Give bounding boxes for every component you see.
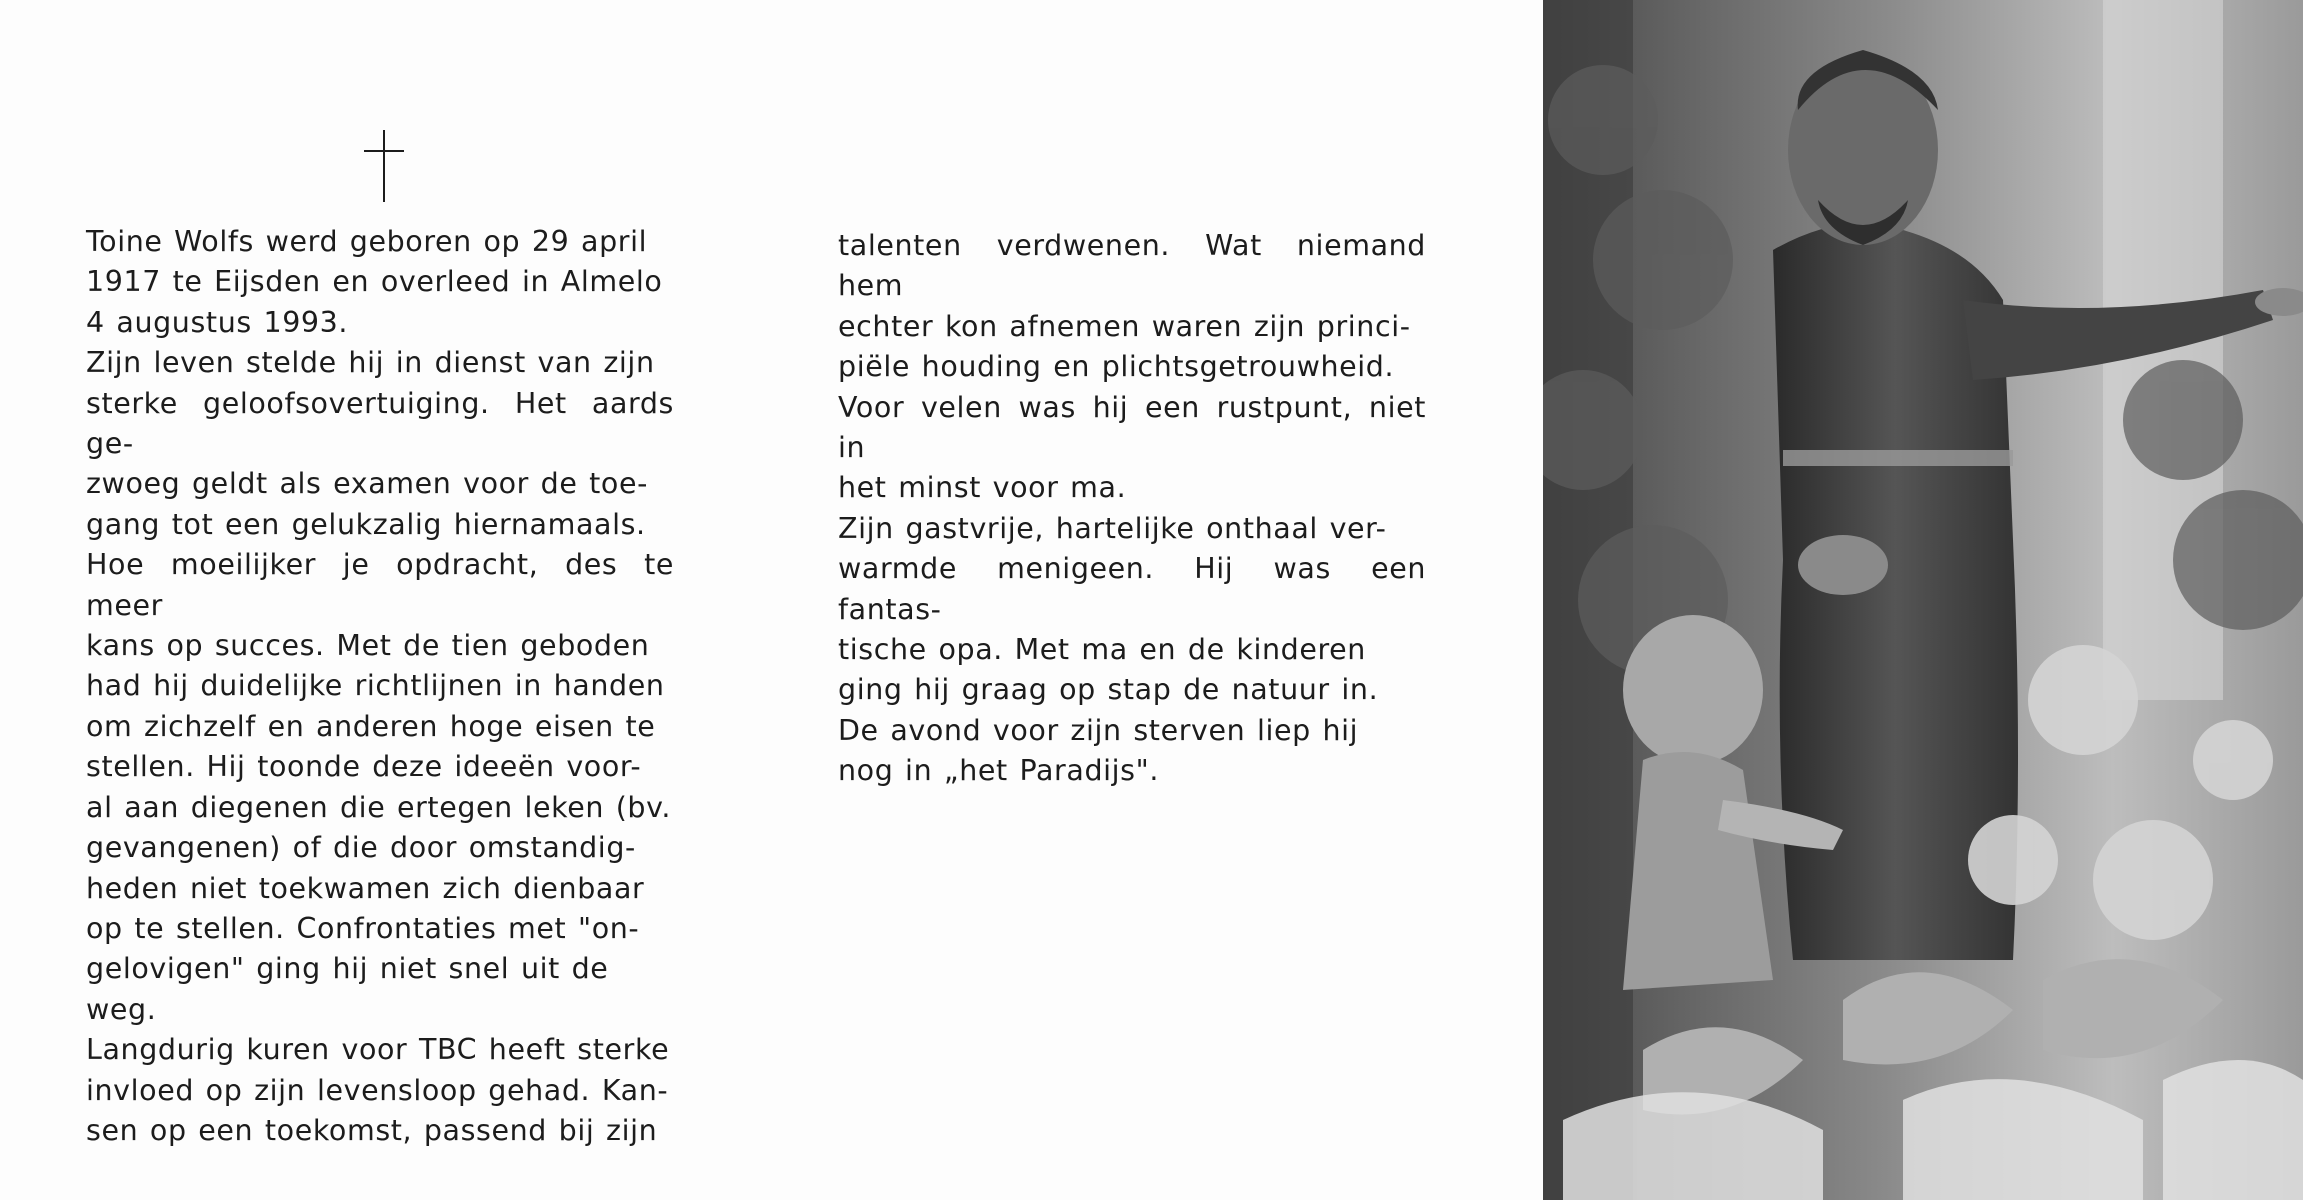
cross-vertical	[383, 130, 385, 202]
cross-horizontal	[364, 150, 404, 152]
statue-photo-icon	[1543, 0, 2303, 1200]
paragraph-talents: talenten verdwenen. Wat niemand hem echter kon afnemen waren zijn princi- piële houding en plichtsgetrouwheid.	[838, 229, 1426, 384]
left-text-column	[86, 222, 674, 1151]
paragraph-faith: Zijn leven stelde hij in dienst van zijn sterke geloofsovertuiging. Het aards ge- zwoeg geldt als examen voor de toe- gang tot een gelukzalig hiernamaals. Hoe moeilijker je opdracht, des te meer kans op succes. Met de tien geboden had hij duidelijke richtlijnen in handen om zichzelf en anderen hoge eisen te stellen. Hij toonde deze ideeën voor- al aan diegenen die ertegen leken (bv. gevangenen) of die door omstandig- heden niet toekwamen zich dienbaar op te stellen. Confrontaties met "on- gelovigen" ging hij niet snel uit de weg.	[86, 346, 674, 1026]
paragraph-hospitality: Zijn gastvrije, hartelijke onthaal ver- warmde menigeen. Hij was een fantas- tische opa. Met ma en de kinderen ging hij graag op stap de natuur in. De avond voor zijn sterven liep hij nog in „het Paradijs".	[838, 511, 1426, 788]
paragraph-restpoint: Voor velen was hij een rustpunt, niet in het minst voor ma.	[838, 390, 1426, 505]
middle-text-column	[838, 226, 1426, 792]
cross-icon	[360, 130, 408, 202]
paragraph-tbc: Langdurig kuren voor TBC heeft sterke invloed op zijn levensloop gehad. Kan- sen op een toekomst, passend bij zijn	[86, 1033, 670, 1147]
paragraph-birth-death: Toine Wolfs werd geboren op 29 april 1917 te Eijsden en overleed in Almelo 4 augustus 1993.	[86, 225, 663, 339]
photo-illustration	[1543, 0, 2303, 1200]
